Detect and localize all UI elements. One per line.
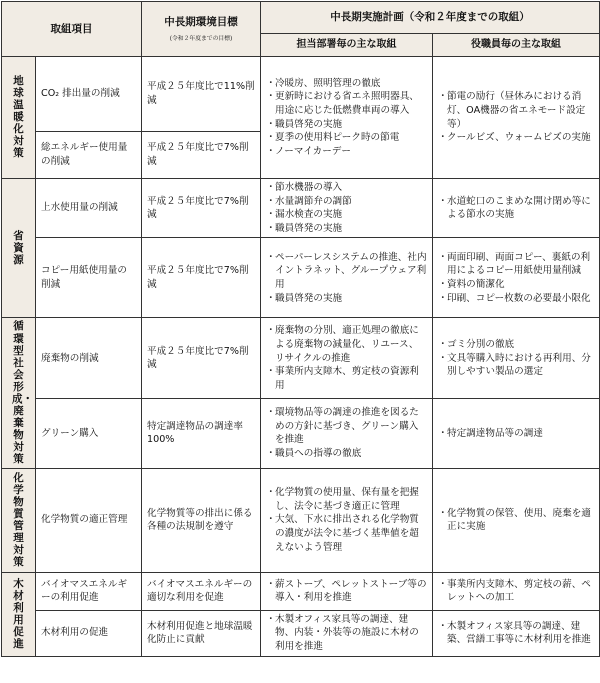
item-cell: バイオマスエネルギーの利用促進 — [36, 572, 142, 610]
list-item: ・ 廃棄物の分別、適正処理の徹底による廃棄物の減量化、リユース、リサイクルの推進 — [266, 324, 427, 365]
category-cell — [2, 179, 36, 318]
category-label: 省資源 — [13, 229, 24, 266]
header-staff: 役職員毎の主な取組 — [433, 34, 600, 57]
item-cell: 木材利用の促進 — [36, 610, 142, 656]
list-item: ・ 大気、下水に排出される化学物質の濃度が法令に基づく基準値を超えないよう管理 — [266, 513, 427, 554]
header-target — [142, 2, 261, 57]
list-item: ・ ペーパーレスシステムの推進、社内イントラネット、グループウェア利用 — [266, 251, 427, 292]
dept-cell-list — [266, 486, 427, 554]
dept-cell — [261, 572, 433, 610]
dept-cell — [261, 318, 433, 399]
environment-plan-table — [1, 1, 600, 657]
list-item: ・ 事業所内支障木、剪定枝の資源利用 — [266, 365, 427, 392]
table-body — [2, 57, 600, 657]
staff-cell-list — [438, 427, 594, 441]
list-item: ・ 化学物質の保管、使用、廃棄を適正に実施 — [438, 507, 594, 534]
table-row — [2, 610, 600, 656]
list-item: ・ 木製オフィス家具等の調達、建築、営繕工事等に木材利用を推進 — [438, 620, 594, 647]
list-item: ・ 職員啓発の実施 — [266, 118, 427, 132]
list-item: ・ 木製オフィス家具等の調達、建物、内装・外装等の施設に木材の利用を推進 — [266, 613, 427, 654]
category-label: 化学物質管理対策 — [13, 471, 24, 569]
header-item: 取組項目 — [2, 2, 142, 57]
staff-cell — [433, 318, 600, 399]
list-item: ・ 水量調節弁の調節 — [266, 195, 427, 209]
list-item: ・ ノーマイカーデー — [266, 145, 427, 159]
list-item: ・ 節電の励行（昼休みにおける消灯、OA機器の省エネモード設定等） — [438, 90, 594, 131]
header-dept: 担当部署毎の主な取組 — [261, 34, 433, 57]
category-cell — [2, 318, 36, 468]
item-cell: 化学物質の適正管理 — [36, 468, 142, 572]
staff-cell-list — [438, 507, 594, 534]
staff-cell — [433, 468, 600, 572]
table-row — [2, 57, 600, 132]
list-item: ・ 印刷、コピー枚数の必要最小限化 — [438, 292, 594, 306]
list-item: ・ 職員啓発の実施 — [266, 222, 427, 236]
item-cell: コピー用紙使用量の削減 — [36, 238, 142, 318]
list-item: ・ 水道蛇口のこまめな開け閉め等による節水の実施 — [438, 195, 594, 222]
dept-cell — [261, 179, 433, 238]
staff-cell-list — [438, 578, 594, 605]
list-item: ・ 薪ストーブ、ペレットストーブ等の導入・利用を推進 — [266, 578, 427, 605]
category-cell — [2, 57, 36, 179]
staff-cell — [433, 399, 600, 469]
list-item: ・ 節水機器の導入 — [266, 181, 427, 195]
list-item: ・ ゴミ分別の徹底 — [438, 338, 594, 352]
table-row — [2, 179, 600, 238]
list-item: ・ クールビズ、ウォームビズの実施 — [438, 131, 594, 145]
header-target-note: (令和２年度までの目標) — [169, 35, 233, 42]
table-row — [2, 468, 600, 572]
list-item: ・ 両面印刷、両面コピー、裏紙の利用によるコピー用紙使用量削減 — [438, 251, 594, 278]
item-cell: 上水使用量の削減 — [36, 179, 142, 238]
list-item: ・ 漏水検査の実施 — [266, 208, 427, 222]
dept-cell — [261, 468, 433, 572]
target-cell: 平成２５年度比で7%削減 — [142, 132, 261, 179]
target-cell: 木材利用促進と地球温暖化防止に貢献 — [142, 610, 261, 656]
item-cell: CO₂ 排出量の削減 — [36, 57, 142, 132]
target-cell: 特定調達物品の調達率 100% — [142, 399, 261, 469]
dept-cell-list — [266, 578, 427, 605]
dept-cell-list — [266, 324, 427, 392]
list-item: ・ 夏季の使用料ピーク時の節電 — [266, 131, 427, 145]
list-item: ・ 職員啓発の実施 — [266, 292, 427, 306]
target-cell: 平成２５年度比で7%削減 — [142, 318, 261, 399]
staff-cell — [433, 179, 600, 238]
list-item: ・ 文具等購入時における再利用、分別しやすい製品の選定 — [438, 352, 594, 379]
list-item: ・ 更新時における省エネ照明器具、用途に応じた低燃費車両の導入 — [266, 90, 427, 117]
staff-cell-list — [438, 90, 594, 144]
staff-cell-list — [438, 251, 594, 305]
table-row — [2, 399, 600, 469]
dept-cell — [261, 238, 433, 318]
table-row — [2, 318, 600, 399]
category-cell — [2, 468, 36, 572]
item-cell: 廃棄物の削減 — [36, 318, 142, 399]
category-label: 循環型社会形成・廃棄物対策 — [12, 320, 33, 466]
table-row — [2, 238, 600, 318]
header-target-title: 中長期環境目標 — [164, 15, 238, 28]
list-item: ・ 職員への指導の徹底 — [266, 447, 427, 461]
dept-cell — [261, 610, 433, 656]
target-cell: 平成２５年度比で7%削減 — [142, 238, 261, 318]
staff-cell-list — [438, 338, 594, 379]
category-label: 地球温暖化対策 — [13, 75, 24, 160]
item-cell: 総エネルギー使用量の削減 — [36, 132, 142, 179]
category-label: 木材利用促進 — [13, 577, 24, 650]
header-plan: 中長期実施計画（令和２年度までの取組） — [261, 2, 600, 34]
list-item: ・ 環境物品等の調達の推進を図るための方針に基づき、グリーン購入を推進 — [266, 406, 427, 447]
dept-cell-list — [266, 406, 427, 460]
staff-cell — [433, 572, 600, 610]
target-cell: 平成２５年度比で11%削減 — [142, 57, 261, 132]
list-item: ・ 化学物質の使用量、保有量を把握し、法令に基づき適正に管理 — [266, 486, 427, 513]
dept-cell-list — [266, 251, 427, 305]
target-cell: 化学物質等の排出に係る各種の法規制を遵守 — [142, 468, 261, 572]
category-cell — [2, 572, 36, 656]
staff-cell — [433, 610, 600, 656]
dept-cell-list — [266, 613, 427, 654]
item-cell: グリーン購入 — [36, 399, 142, 469]
staff-cell — [433, 57, 600, 179]
dept-cell — [261, 399, 433, 469]
target-cell: バイオマスエネルギーの適切な利用を促進 — [142, 572, 261, 610]
dept-cell-list — [266, 181, 427, 235]
dept-cell-list — [266, 77, 427, 159]
list-item: ・ 特定調達物品等の調達 — [438, 427, 594, 441]
target-cell: 平成２５年度比で7%削減 — [142, 179, 261, 238]
list-item: ・ 冷暖房、照明管理の徹底 — [266, 77, 427, 91]
dept-cell — [261, 57, 433, 179]
table-row — [2, 572, 600, 610]
staff-cell-list — [438, 195, 594, 222]
staff-cell-list — [438, 620, 594, 647]
list-item: ・ 資料の簡潔化 — [438, 278, 594, 292]
list-item: ・ 事業所内支障木、剪定枝の薪、ペレットへの加工 — [438, 578, 594, 605]
staff-cell — [433, 238, 600, 318]
